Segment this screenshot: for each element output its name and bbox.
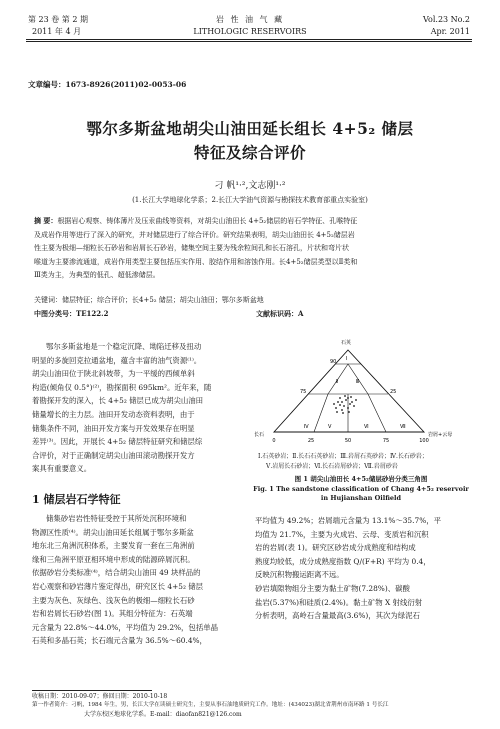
article-title-line2: 特征及综合评价 [193, 143, 306, 162]
base-tick: 75 [382, 438, 390, 444]
figure-caption-en-2: in Hujianshan Oilfield [320, 494, 402, 502]
article-title-line1: 鄂尔多斯盆地胡尖山油田延长组长 4+5₂ 储层 [86, 119, 414, 138]
section1-paragraph [32, 512, 238, 648]
base-tick: 0 [272, 438, 276, 444]
footnote-rule [32, 690, 152, 691]
section1-line: 地东北三角洲沉积体系，主要发育一套在三角洲前 [32, 541, 195, 551]
section1-line: 物源区性质⁽⁴⁾。胡尖山油田延长组属于鄂尔多斯盆 [32, 527, 194, 537]
section1-line: 主要为灰色、灰绿色、浅灰色的极细—细粒长石砂 [32, 595, 195, 605]
abstract-line: 及成岩作用等进行了深入的研究，并对储层进行了综合评价。研究结果表明，胡尖山油田长 4+5₂储层岩 [34, 230, 355, 239]
left-vertex-label: 长石 [254, 432, 265, 438]
field-label: Ⅶ [400, 424, 406, 430]
field-label: Ⅴ [328, 424, 332, 430]
intro-line: 差异⁽³⁾。因此，开展长 4+5₂ 储层特征研究和储层综 [32, 437, 203, 447]
abstract-label: 摘 要： [34, 216, 58, 225]
footnote-address: 大学东校区地球化学系。E-mail：diaofan821@126.com [84, 711, 242, 718]
document-code: 文献标识码：A [256, 309, 304, 318]
boundary-lower-left [314, 394, 328, 432]
intro-line: 案具有重要意义。 [32, 464, 92, 474]
intro-line: 合评价，对于正确制定胡尖山油田滚动勘探开发方 [32, 450, 195, 460]
article-id: 文章编号：1673-8926(2011)02-0053-06 [28, 80, 187, 89]
right-vertex-label: 岩屑+云母 [428, 432, 453, 438]
keywords: 关键词：储层特征；综合评价；长4+5₂ 储层；胡尖山油田；鄂尔多斯盆地 [34, 296, 264, 304]
intro-line: 储集条件不同，油田开发方案与开发效果存在明显 [32, 423, 195, 433]
intro-line: 构造(倾角仅 0.5°)⁽²⁾，勘探面积 695km²。近年来，随 [32, 382, 212, 392]
intro-line: 明显的多旋回克拉通盆地，蕴含丰富的油气资源⁽¹⁾。 [32, 355, 202, 365]
right-line: 砂岩填隙物组分主要为黏土矿物(7.28%)、碳酸 [255, 583, 410, 593]
intro-line: 胡尖山油田位于陕北斜坡带，为一平缓的西倾单斜 [32, 369, 195, 379]
header-rule-bottom [26, 41, 472, 42]
section1-line: 元含量为 22.8%～44.0%，平均值为 29.2%，包括单晶 [32, 622, 218, 632]
right-line: 均值为 21.7%，主要为火成岩、云母、变质岩和沉积 [255, 529, 429, 539]
header-rule-top [26, 39, 472, 40]
apex-tick: 90 [330, 359, 337, 365]
abstract-line: 喉道为主要渗流通道，成岩作用类型主要包括压实作用、胶结作用和溶蚀作用。长4+5₂储层类型以Ⅱ类和 [34, 257, 358, 266]
journal-title-cn: 岩 性 油 气 藏 [215, 15, 285, 24]
field-label: Ⅱ [336, 379, 339, 385]
journal-volume: Vol.23 No.2 [423, 15, 470, 24]
side-tick: 25 [390, 389, 397, 395]
field-label: Ⅵ [364, 424, 369, 430]
sample-points [333, 395, 357, 414]
clc-number: 中图分类号：TE122.2 [34, 309, 109, 318]
journal-date: 2011 年 4 月 [32, 27, 82, 36]
figure-caption-cn: 图 1 胡尖山油田长 4+5₂储层砂岩分类三角图 [294, 475, 428, 483]
triangle-outline [274, 350, 424, 432]
base-tick: 100 [419, 438, 429, 444]
right-line: 岩的岩屑(表 1)。研究区砂岩成分成熟度和结构成 [255, 543, 416, 553]
apex-label: 石英 [340, 340, 352, 346]
abstract-line: 性主要为极细—细粒长石砂岩和岩屑长石砂岩，储集空间主要为残余粒间孔和长石溶孔，片状和弯片状 [34, 244, 349, 252]
footnote-received: 收稿日期：2010-09-07；修回日期：2010-10-18 [32, 693, 168, 700]
base-tick: 25 [307, 438, 315, 444]
section1-line: 依据砂岩分类标准⁽⁴⁾，结合胡尖山油田 49 块样品的 [32, 568, 201, 578]
section-heading: 1 储层岩石学特征 [32, 493, 121, 506]
authors: 刁 帆¹·²,文志刚¹·² [214, 181, 286, 191]
footnote-author: 第一作者简介：刁帆，1984 年生，男，长江大学在读硕士研究生，主要从事石油地质研究工作。地址：(434023)湖北省荆州市南环路 1 号长江 [32, 702, 389, 708]
intro-line: 鄂尔多斯盆地是一个稳定沉降、坳陷迁移及扭动 [46, 342, 202, 351]
intro-paragraph [32, 340, 238, 476]
right-column-paragraph [255, 514, 470, 623]
field-label: Ⅳ [304, 424, 309, 430]
footnotes [32, 692, 472, 719]
ternary-diagram [252, 336, 470, 450]
right-line: 分析表明，高岭石含量最高(3.6%)，其次为绿泥石 [255, 611, 420, 621]
section1-line: 岩和岩屑长石砂岩(图 1)。其组分特征为：石英端 [32, 609, 193, 619]
right-line: 熟度均较低，成分成熟度指数 Q/(F+R) 平均为 0.4， [255, 556, 431, 566]
section1-line: 石英和多晶石英；长石端元含量为 36.5%～60.4%， [32, 636, 207, 646]
intro-line: 着勘探开发的深入，长 4+5₂ 储层已成为胡尖山油田 [32, 396, 204, 406]
base-tick: 50 [344, 438, 352, 444]
right-line: 盐岩(5.37%)和硅质(2.4%)。黏土矿物 X 射线衍射 [255, 597, 423, 607]
journal-title-en: LITHOLOGIC RESERVOIRS [193, 27, 307, 36]
field-label: Ⅰ [346, 356, 348, 362]
section1-line: 缘和三角洲平原亚相环境中形成的陆源碎屑沉积。 [32, 554, 195, 564]
figure-legend-1: Ⅰ.石英砂岩；Ⅱ.长石石英砂岩；Ⅲ.岩屑石英砂岩；Ⅳ.长石砂岩； [258, 453, 428, 460]
field-label: Ⅲ [356, 379, 360, 385]
section1-line: 储集砂岩岩性特征受控于其所处沉积环境和 [46, 514, 187, 523]
figure-legend-2: Ⅴ.岩屑长石砂岩；Ⅵ.长石岩屑砂岩；Ⅶ.岩屑砂岩 [266, 463, 398, 470]
right-line: 平均值为 49.2%；岩屑端元含量为 13.1%～35.7%，平 [255, 516, 441, 525]
figure-caption-en: Fig. 1 The sandstone classification of Chang 4+5₂ reservoir [253, 485, 469, 493]
abstract [34, 214, 470, 283]
journal-issue: 第 23 卷 第 2 期 [28, 15, 88, 24]
affiliation: (1.长江大学地球化学系；2.长江大学油气资源与勘探技术教育部重点实验室) [132, 196, 368, 204]
right-line: 反映沉积物搬运距离不远。 [255, 570, 344, 580]
abstract-line: Ⅲ类为主，为典型的低孔、超低渗储层。 [34, 271, 160, 279]
journal-date-en: Apr. 2011 [430, 27, 470, 36]
side-tick: 75 [300, 389, 307, 395]
boundary-lower-right [368, 394, 386, 432]
abstract-line: 根据岩心观察、铸体薄片及压汞曲线等资料，对胡尖山油田长 4+5₂储层的岩石学特征、孔喉特征 [57, 217, 358, 225]
section1-line: 岩心观察和砂岩薄片鉴定得出，研究区长 4+5₂ 储层 [32, 581, 204, 591]
intro-line: 储量增长的主力层。油田开发动态资料表明，由于 [32, 409, 195, 419]
